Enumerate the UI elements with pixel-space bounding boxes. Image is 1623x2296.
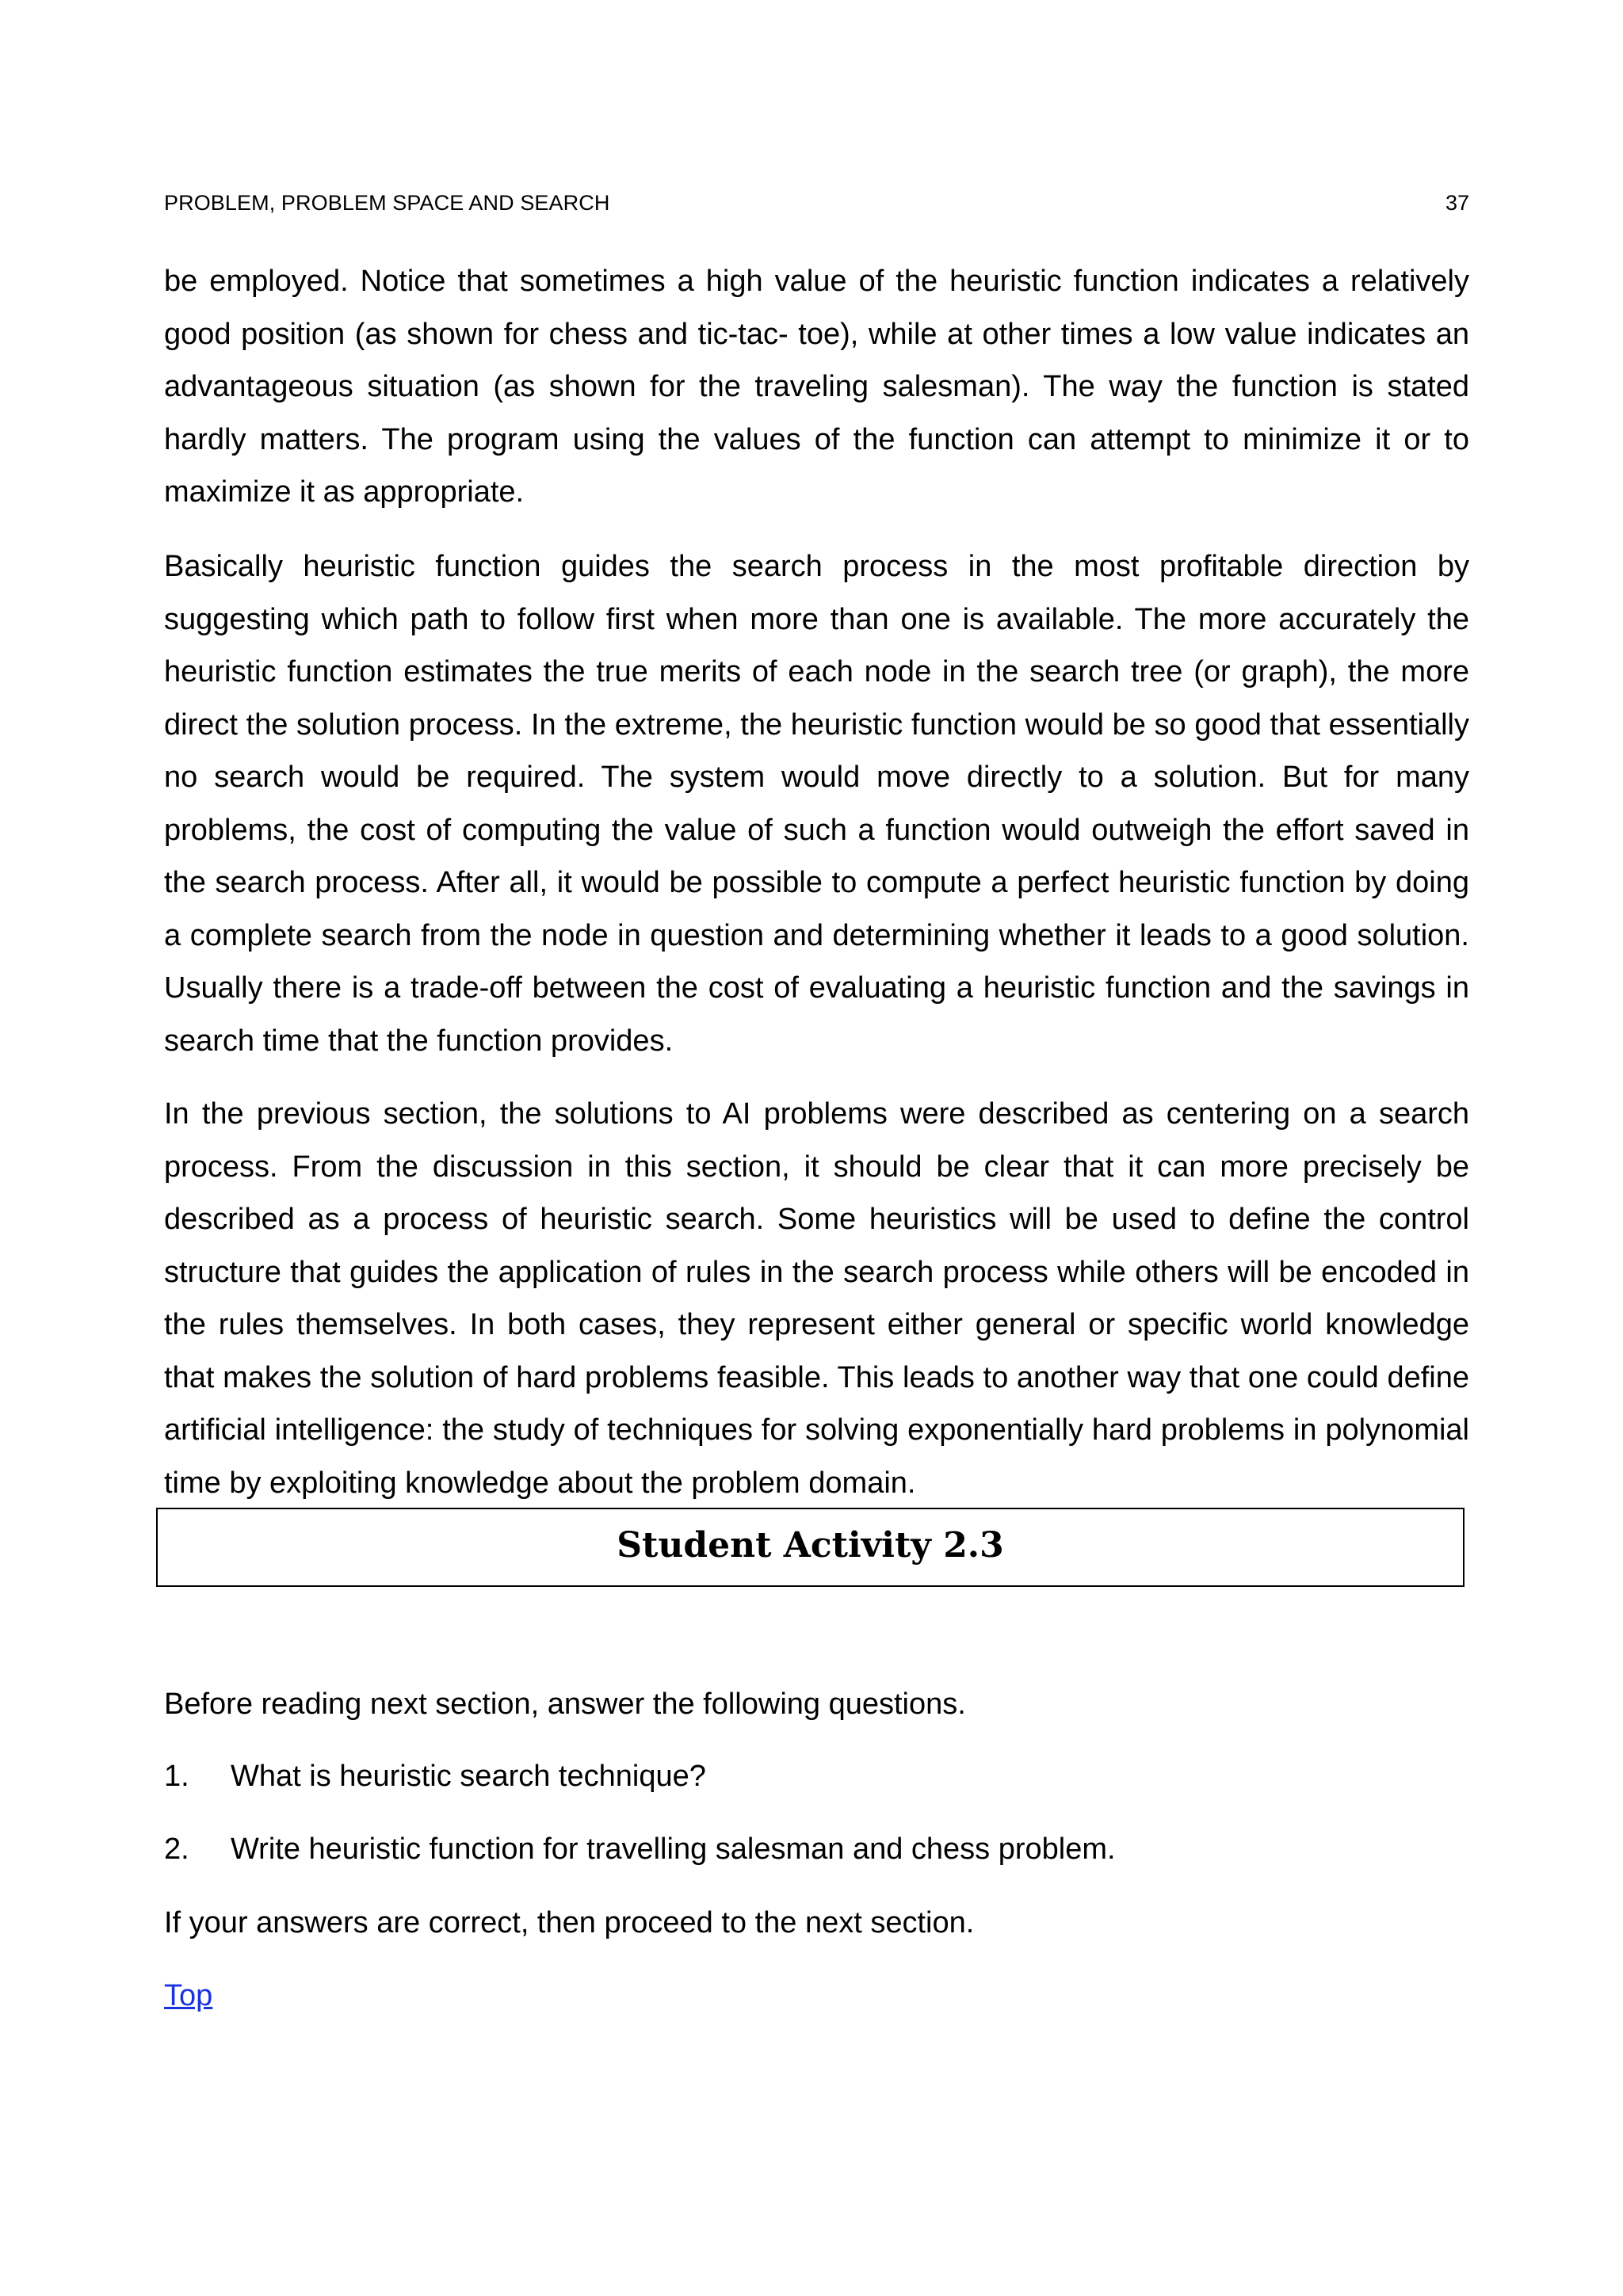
page-number: 37: [1445, 191, 1469, 215]
running-header-title: PROBLEM, PROBLEM SPACE AND SEARCH: [164, 191, 610, 215]
paragraph: be employed. Notice that sometimes a high value of the heuristic function indicates a relatively good position (as shown for chess and tic-tac- toe), while at other times a low value indicates an advantageous situation (as shown for the traveling salesman). The way the function is stated hardly matters. The program using the values of the function can attempt to minimize it or to maximize it as appropriate.: [164, 265, 1469, 509]
question-number: 1.: [164, 1760, 189, 1793]
activity-question: [164, 1829, 1116, 1869]
student-activity-box: [156, 1508, 1465, 1587]
activity-question: [164, 1756, 706, 1796]
student-activity-title: Student Activity 2.3: [617, 1525, 1004, 1566]
paragraph: In the previous section, the solutions to AI problems were described as centering on a search process. From the discussion in this section, it should be clear that it can more precisely be described as a process of heuristic search. Some heuristics will be used to define the control structure that guides the application of rules in the search process while others will be encoded in the rules themselves. In both cases, they represent either general or specific world knowledge that makes the solution of hard problems feasible. This leads to another way that one could define artificial intelligence: the study of techniques for solving exponentially hard problems in polynomial time by exploiting knowledge about the problem domain.: [164, 1097, 1469, 1500]
question-text: What is heuristic search technique?: [231, 1760, 706, 1793]
paragraph: Basically heuristic function guides the search process in the most profitable direction by suggesting which path to follow first when more than one is available. The more accurately the heuristic function estimates the true merits of each node in the search tree (or graph), the more direct the solution process. In the extreme, the heuristic function would be so good that essentially no search would be required. The system would move directly to a solution. But for many problems, the cost of computing the value of such a function would outweigh the effort saved in the search process. After all, it would be possible to compute a perfect heuristic function by doing a complete search from the node in question and determining whether it leads to a good solution. Usually there is a trade-off between the cost of evaluating a heuristic function and the savings in search time that the function provides.: [164, 550, 1469, 1058]
activity-instructions: Before reading next section, answer the following questions.: [164, 1688, 966, 1721]
top-link[interactable]: Top: [164, 1979, 213, 2012]
running-header: [164, 189, 1469, 217]
question-number: 2.: [164, 1833, 189, 1866]
activity-closing-note: If your answers are correct, then proceed to the next section.: [164, 1906, 975, 1939]
question-text: Write heuristic function for travelling salesman and chess problem.: [231, 1833, 1116, 1866]
